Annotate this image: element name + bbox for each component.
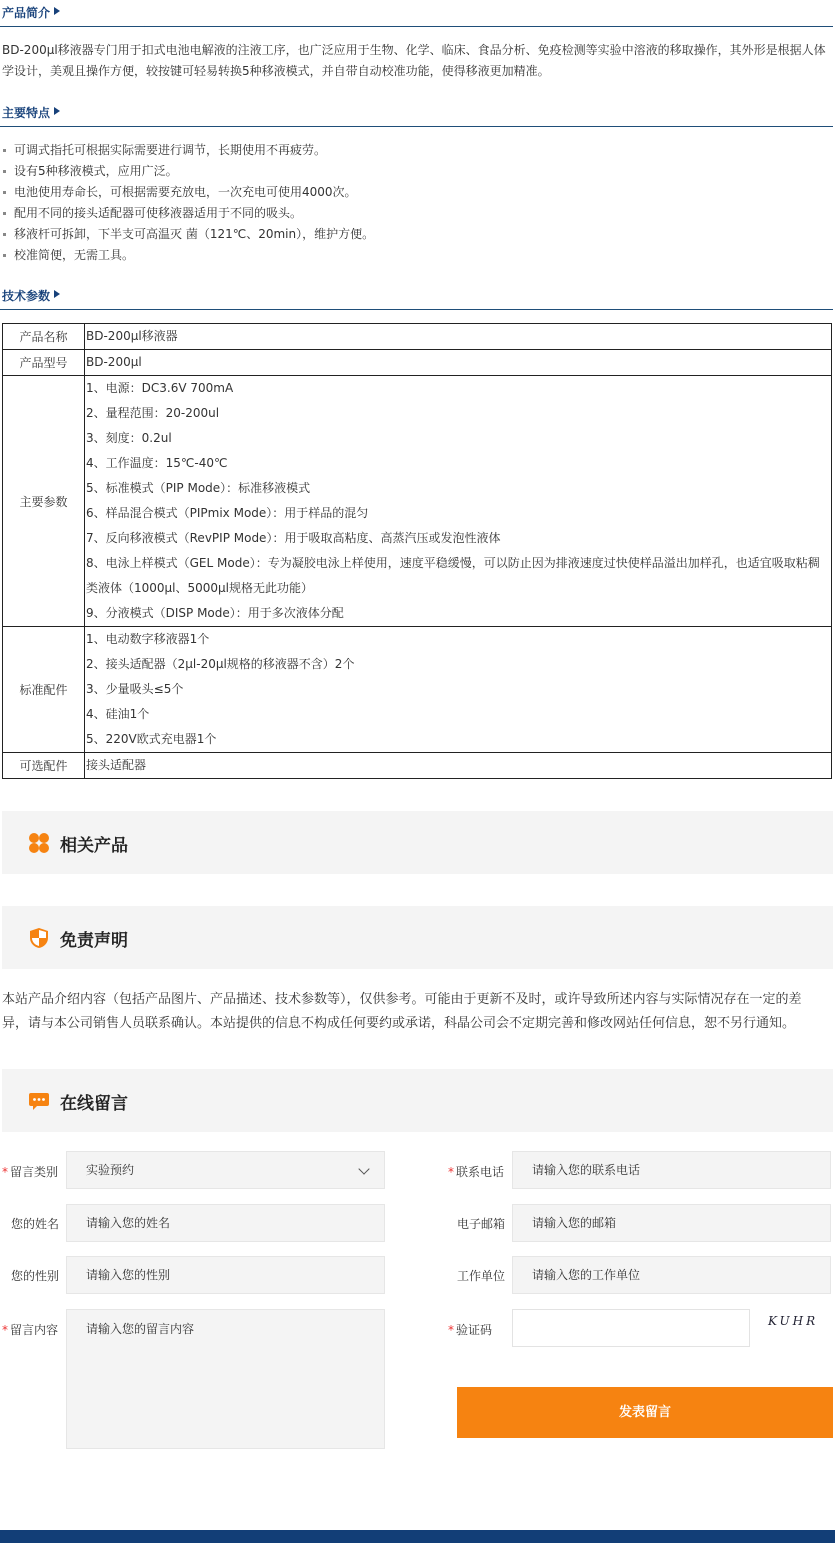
table-row xyxy=(3,376,832,627)
message-header xyxy=(2,1069,833,1132)
list-item: 配用不同的接头适配器可使移液器适用于不同的吸头。 xyxy=(2,203,830,224)
spec-line: BD-200μl移液器 xyxy=(86,329,178,343)
spec-table xyxy=(2,323,832,779)
features-section-header xyxy=(0,100,833,127)
phone-input[interactable] xyxy=(512,1151,831,1189)
spec-line: 6、样品混合模式（PIPmix Mode）：用于样品的混匀 xyxy=(86,506,369,520)
spec-line: 3、少量吸头≤5个 xyxy=(86,682,184,696)
table-row xyxy=(3,627,832,753)
email-input[interactable] xyxy=(512,1204,831,1242)
spec-line: 2、接头适配器（2μl-20μl规格的移液器不含）2个 xyxy=(86,657,355,671)
spec-key: 可选配件 xyxy=(3,753,85,779)
spec-line: 5、标准模式（PIP Mode）：标准移液模式 xyxy=(86,481,311,495)
company-input[interactable] xyxy=(512,1256,831,1294)
spec-line: 9、分液模式（DISP Mode）：用于多次液体分配 xyxy=(86,606,344,620)
spec-line: BD-200μl xyxy=(86,355,142,369)
email-label: 电子邮箱 xyxy=(457,1217,506,1231)
message-placeholder: 请输入您的留言内容 xyxy=(86,1322,195,1336)
triangle-right-icon xyxy=(54,290,60,298)
spec-key: 产品名称 xyxy=(3,324,85,350)
features-title: 主要特点 xyxy=(2,106,51,120)
required-mark: * xyxy=(2,1165,8,1179)
captcha-image[interactable]: KUHR xyxy=(768,1314,819,1328)
message-title: 在线留言 xyxy=(60,1094,128,1114)
spec-line: 4、工作温度：15℃-40℃ xyxy=(86,456,228,470)
table-row xyxy=(3,324,832,350)
related-products-header xyxy=(2,811,833,874)
spec-line: 5、220V欧式充电器1个 xyxy=(86,732,217,746)
disclaimer-text: 本站产品介绍内容（包括产品图片、产品描述、技术参数等），仅供参考。可能由于更新不及时，或许导致所述内容与实际情况存在一定的差异，请与本公司销售人员联系确认。本站提供的信息不构成任何要约或承诺，科晶公司会不定期完善和修改网站任何信息，恕不另行通知。 xyxy=(2,992,802,1031)
phone-placeholder: 请输入您的联系电话 xyxy=(532,1163,641,1177)
chat-bubble-icon xyxy=(28,1090,50,1112)
name-input[interactable] xyxy=(66,1204,385,1242)
company-placeholder: 请输入您的工作单位 xyxy=(532,1268,641,1282)
spec-line: 1、电源：DC3.6V 700mA xyxy=(86,381,234,395)
intro-section-header xyxy=(0,0,833,27)
spec-value xyxy=(85,350,832,376)
required-mark: * xyxy=(448,1323,454,1337)
related-products-title: 相关产品 xyxy=(60,836,128,856)
features-list xyxy=(2,140,830,266)
spec-line: 8、电泳上样模式（GEL Mode）：专为凝胶电泳上样使用，速度平稳缓慢，可以防止因为排液速度过快使样品溢出加样孔，也适宜吸取粘稠类液体（1000μl、5000μl规格无此功能） xyxy=(86,556,820,595)
required-mark: * xyxy=(448,1165,454,1179)
message-label: * 留言内容 xyxy=(2,1323,59,1337)
spec-value xyxy=(85,324,832,350)
required-mark: * xyxy=(2,1323,8,1337)
intro-title: 产品简介 xyxy=(2,6,51,20)
submit-button[interactable]: 发表留言 xyxy=(457,1387,833,1438)
list-item: 设有5种移液模式，应用广泛。 xyxy=(2,161,830,182)
triangle-right-icon xyxy=(54,7,60,15)
spec-line: 接头适配器 xyxy=(86,758,147,772)
table-row xyxy=(3,350,832,376)
company-label: 工作单位 xyxy=(457,1269,506,1283)
captcha-label: * 验证码 xyxy=(448,1323,493,1337)
footer-bar xyxy=(0,1530,835,1543)
intro-text: BD-200μl移液器专门用于扣式电池电解液的注液工序，也广泛应用于生物、化学、临床、食品分析、免疫检测等实验中溶液的移取操作，其外形是根据人体学设计，美观且操作方便，较按键可轻易转换5种移液模式，并自带自动校准功能，使得移液更加精准。 xyxy=(2,43,826,78)
disclaimer-header xyxy=(2,906,833,969)
list-item: 电池使用寿命长，可根据需要充放电，一次充电可使用4000次。 xyxy=(2,182,830,203)
spec-line: 2、量程范围：20-200ul xyxy=(86,406,220,420)
category-label: * 留言类别 xyxy=(2,1165,59,1179)
list-item: 移液杆可拆卸，下半支可高温灭 菌（121℃、20min），维护方便。 xyxy=(2,224,830,245)
spec-value xyxy=(85,627,832,753)
disclaimer-title: 免责声明 xyxy=(60,931,128,951)
list-item: 可调式指托可根据实际需要进行调节，长期使用不再疲劳。 xyxy=(2,140,830,161)
spec-key: 产品型号 xyxy=(3,350,85,376)
spec-line: 1、电动数字移液器1个 xyxy=(86,632,210,646)
spec-value xyxy=(85,376,832,627)
triangle-right-icon xyxy=(54,107,60,115)
phone-label: * 联系电话 xyxy=(448,1165,505,1179)
gender-placeholder: 请输入您的性别 xyxy=(86,1268,171,1282)
name-placeholder: 请输入您的姓名 xyxy=(86,1216,171,1230)
email-placeholder: 请输入您的邮箱 xyxy=(532,1216,617,1230)
specs-title: 技术参数 xyxy=(2,289,51,303)
spec-key: 主要参数 xyxy=(3,376,85,627)
spec-line: 4、硅油1个 xyxy=(86,707,150,721)
spec-line: 3、刻度：0.2ul xyxy=(86,431,172,445)
category-select[interactable] xyxy=(66,1151,385,1189)
table-row xyxy=(3,753,832,779)
category-select-value: 实验预约 xyxy=(86,1163,135,1177)
specs-section-header xyxy=(0,283,833,310)
chevron-down-icon xyxy=(358,1163,369,1174)
shield-icon xyxy=(28,927,50,949)
list-item: 校准简便，无需工具。 xyxy=(2,245,830,266)
name-label: 您的姓名 xyxy=(11,1217,60,1231)
spec-line: 7、反向移液模式（RevPIP Mode）：用于吸取高粘度、高蒸汽压或发泡性液体 xyxy=(86,531,501,545)
spec-value xyxy=(85,753,832,779)
spec-key: 标准配件 xyxy=(3,627,85,753)
gender-label: 您的性别 xyxy=(11,1269,60,1283)
gender-input[interactable] xyxy=(66,1256,385,1294)
captcha-input[interactable] xyxy=(512,1309,750,1347)
clover-icon xyxy=(28,832,50,854)
message-textarea[interactable] xyxy=(66,1309,385,1449)
